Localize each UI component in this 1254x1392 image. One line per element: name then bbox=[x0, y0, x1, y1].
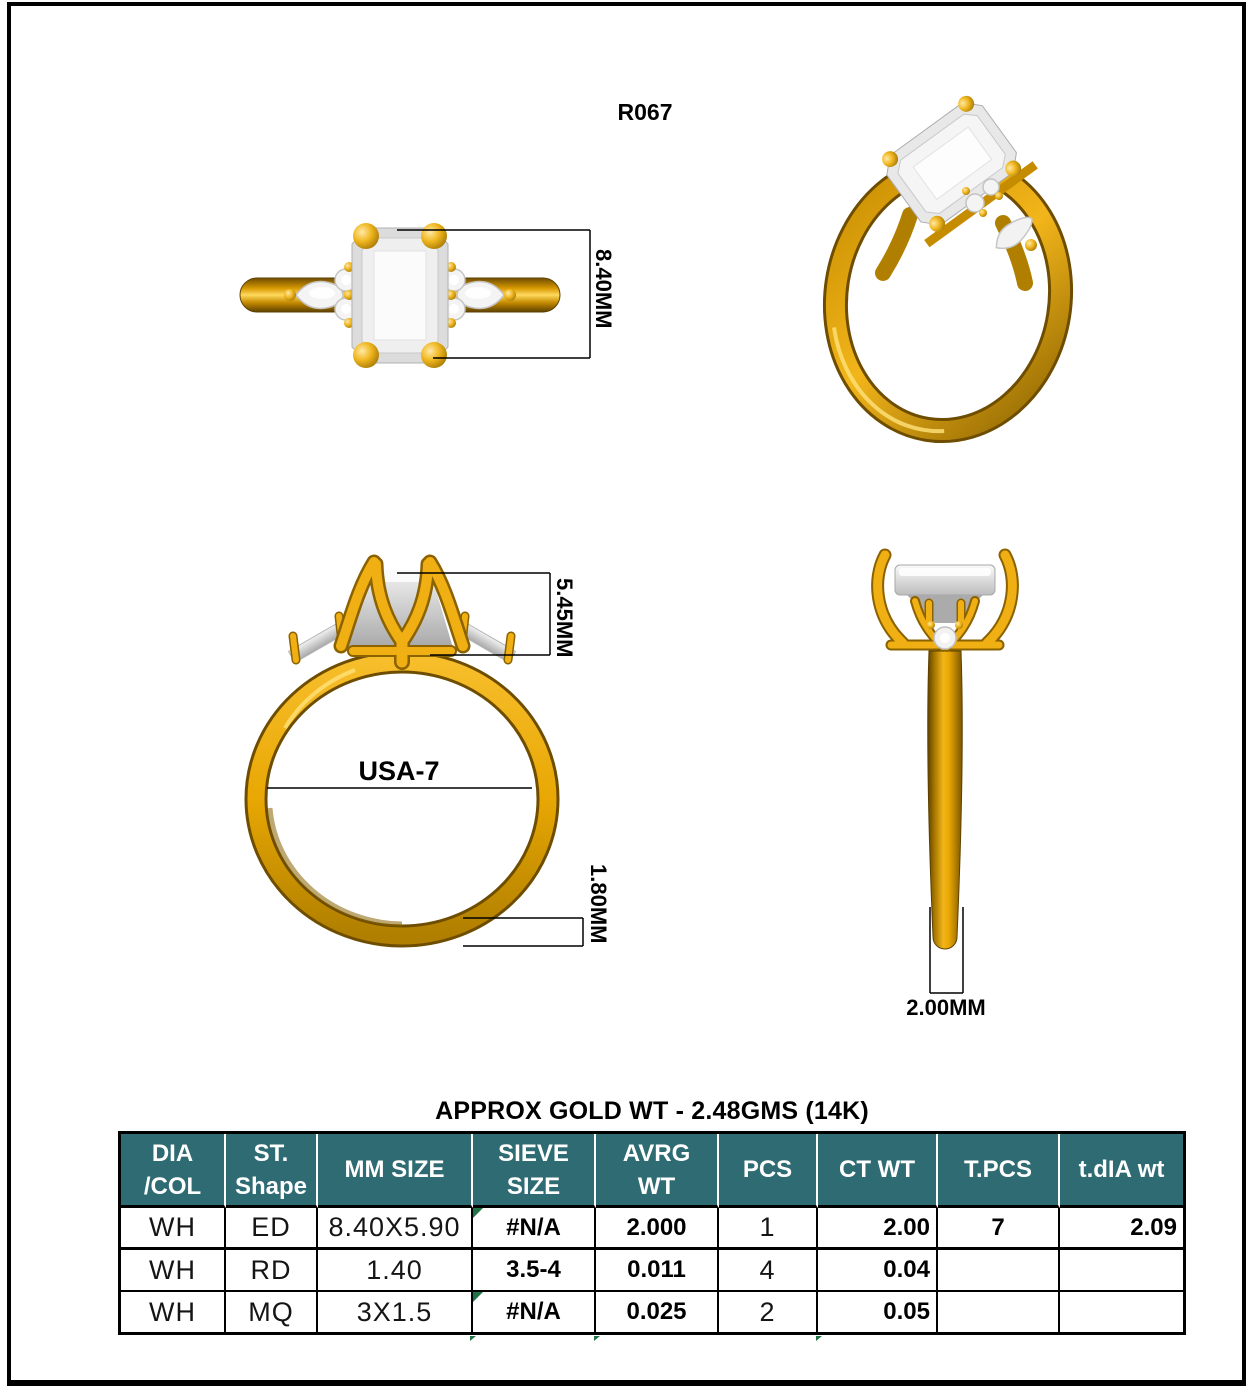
dim-label-band-width: 2.00MM bbox=[906, 995, 986, 1020]
cell-pcs: 4 bbox=[719, 1250, 818, 1292]
cell-dia-col: WH bbox=[121, 1292, 226, 1332]
cell-dia-col: WH bbox=[121, 1208, 226, 1250]
col-header-st-shape bbox=[226, 1134, 318, 1208]
dim-label-head-height: 5.45MM bbox=[552, 578, 577, 658]
cell-pcs: 2 bbox=[719, 1292, 818, 1332]
col-header-mm-size bbox=[318, 1134, 473, 1208]
side-stone-cluster-left bbox=[284, 262, 357, 328]
cell-t-dia-wt bbox=[1060, 1292, 1183, 1332]
stone-spec-table bbox=[118, 1131, 1186, 1335]
header-line: Shape bbox=[234, 1172, 308, 1200]
cell-avrg-wt: 0.025 bbox=[596, 1292, 719, 1332]
ring-perspective-view bbox=[815, 65, 1095, 450]
cell-ct-wt: 0.05 bbox=[818, 1292, 938, 1332]
header-line: SIZE bbox=[506, 1172, 561, 1200]
cell-avrg-wt: 2.000 bbox=[596, 1208, 719, 1250]
cell-sieve-size: #N/A bbox=[473, 1208, 596, 1250]
cell-avrg-wt: 0.011 bbox=[596, 1250, 719, 1292]
cell-mm-size: 8.40X5.90 bbox=[318, 1208, 473, 1250]
ring-front-view bbox=[225, 548, 630, 980]
cell-sieve-size: #N/A bbox=[473, 1292, 596, 1332]
cell-mm-size: 1.40 bbox=[318, 1250, 473, 1292]
cell-st-shape: MQ bbox=[226, 1292, 318, 1332]
cell-sieve-size: 3.5-4 bbox=[473, 1250, 596, 1292]
excel-flag bbox=[470, 1336, 476, 1341]
cell-mm-size: 3X1.5 bbox=[318, 1292, 473, 1332]
cell-dia-col: WH bbox=[121, 1250, 226, 1292]
header-line: /COL bbox=[143, 1172, 202, 1200]
header-line: PCS bbox=[742, 1156, 793, 1183]
header-line: ST. bbox=[253, 1139, 289, 1167]
col-header-t-dia-wt bbox=[1060, 1134, 1183, 1208]
cell-t-pcs: 7 bbox=[938, 1208, 1060, 1250]
cell-t-pcs bbox=[938, 1292, 1060, 1332]
header-line: t.dIA wt bbox=[1078, 1156, 1165, 1183]
excel-flag bbox=[816, 1336, 822, 1341]
header-line: SIEVE bbox=[498, 1139, 569, 1167]
header-line: AVRG bbox=[622, 1139, 691, 1167]
cell-t-dia-wt bbox=[1060, 1250, 1183, 1292]
band-front bbox=[256, 662, 548, 936]
gold-weight-caption: APPROX GOLD WT - 2.48GMS (14K) bbox=[435, 1097, 869, 1125]
cell-pcs: 1 bbox=[719, 1208, 818, 1250]
ring-top-view bbox=[230, 205, 630, 390]
col-header-sieve-size bbox=[473, 1134, 596, 1208]
stone-side bbox=[895, 565, 995, 623]
cell-st-shape: RD bbox=[226, 1250, 318, 1292]
ring-size-label: USA-7 bbox=[358, 756, 440, 786]
cell-ct-wt: 0.04 bbox=[818, 1250, 938, 1292]
header-line: MM SIZE bbox=[344, 1156, 445, 1183]
ring-side-view bbox=[855, 545, 1065, 1025]
excel-flag bbox=[594, 1336, 600, 1341]
col-header-avrg-wt bbox=[596, 1134, 719, 1208]
header-line: CT WT bbox=[839, 1156, 915, 1183]
header-line: WT bbox=[637, 1172, 676, 1200]
dimension-ring-size bbox=[267, 756, 532, 788]
col-header-ct-wt bbox=[818, 1134, 938, 1208]
band-side bbox=[928, 651, 962, 949]
cell-t-dia-wt: 2.09 bbox=[1060, 1208, 1183, 1250]
header-line: T.PCS bbox=[963, 1156, 1032, 1183]
shoulder-accent-left bbox=[289, 616, 344, 663]
dim-label-stone-length: 8.40MM bbox=[591, 249, 616, 329]
header-line: DIA bbox=[151, 1139, 194, 1167]
dim-label-band-thickness: 1.80MM bbox=[586, 864, 611, 944]
cell-ct-wt: 2.00 bbox=[818, 1208, 938, 1250]
col-header-dia-col bbox=[121, 1134, 226, 1208]
col-header-t-pcs bbox=[938, 1134, 1060, 1208]
cell-st-shape: ED bbox=[226, 1208, 318, 1250]
col-header-pcs bbox=[719, 1134, 818, 1208]
cell-t-pcs bbox=[938, 1250, 1060, 1292]
side-stone-cluster-right bbox=[443, 262, 516, 328]
design-number: R067 bbox=[617, 99, 673, 125]
